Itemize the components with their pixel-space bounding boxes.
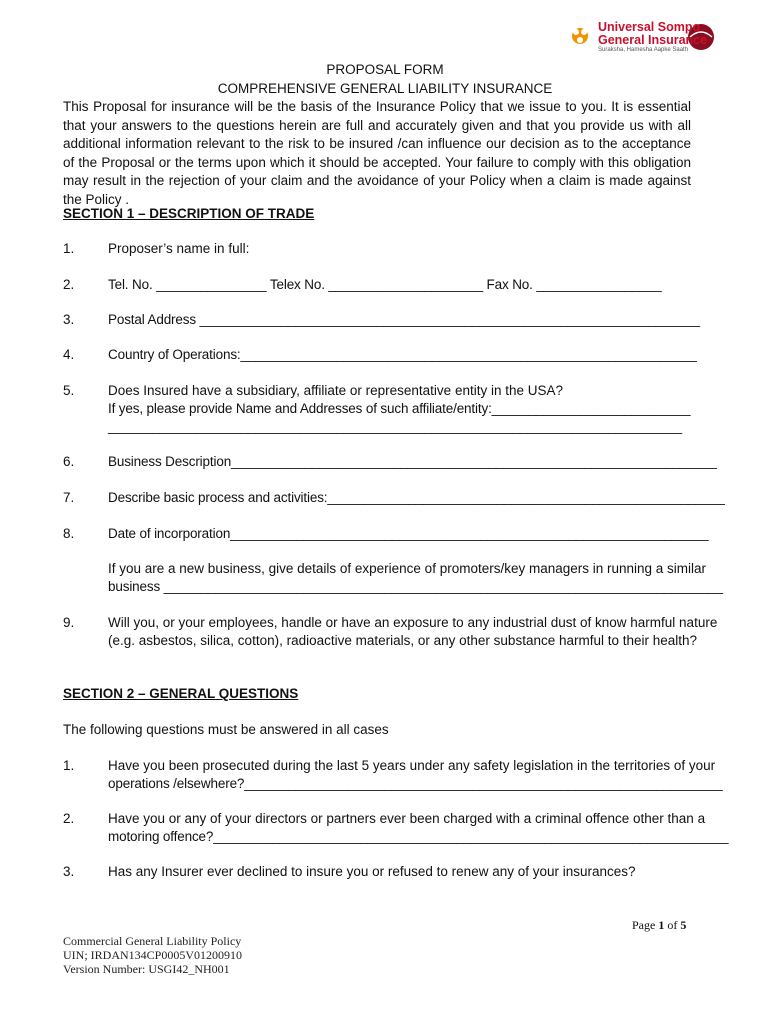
page-number (632, 918, 686, 933)
q8-line-2: If you are a new business, give details of experience of promoters/key managers in running a similar (108, 561, 707, 576)
q1-text: Proposer’s name in full: (108, 241, 250, 256)
footer-version: Version Number: USGI42_NH001 (63, 962, 230, 976)
section-2-heading: SECTION 2 – GENERAL QUESTIONS (63, 686, 299, 701)
logo-tagline: Suraksha, Hamesha Aapke Saath (598, 47, 689, 53)
s2-q3-text: Has any Insurer ever declined to insure you or refused to renew any of your insurances? (108, 864, 636, 879)
q9-line-2: (e.g. asbestos, silica, cotton), radioactive materials, or any other substance harmful to their health? (108, 633, 698, 648)
q2-number: 2. (63, 277, 75, 292)
footer-policy-name: Commercial General Liability Policy (63, 934, 242, 948)
s2-q2-line-2: motoring offence?______________________________________________________________________ (108, 829, 729, 844)
section-1-heading: SECTION 1 – DESCRIPTION OF TRADE (63, 206, 315, 221)
q5-line-2: If yes, please provide Name and Addresses of such affiliate/entity:___________________________ (108, 401, 691, 416)
company-logo (568, 20, 718, 58)
s2-q2-text: Have you or any of your directors or partners ever been charged with a criminal offence other than a (108, 811, 706, 826)
page-of: of (664, 918, 681, 932)
q4-number: 4. (63, 347, 75, 362)
q7-text: Describe basic process and activities:______________________________________________________ (108, 490, 725, 505)
q9-text: Will you, or your employees, handle or have an exposure to any industrial dust of know harmful nature (108, 615, 718, 630)
q9-number: 9. (63, 615, 75, 630)
q4-text: Country of Operations:______________________________________________________________ (108, 347, 697, 362)
logo-line-2: General Insurance (598, 33, 708, 47)
q3-text: Postal Address ____________________________________________________________________ (108, 312, 700, 327)
q7-number: 7. (63, 490, 75, 505)
q6-number: 6. (63, 454, 75, 469)
logo-emblem-icon (568, 22, 598, 52)
s2-q2-number: 2. (63, 811, 75, 826)
q8-number: 8. (63, 526, 75, 541)
q3-number: 3. (63, 312, 75, 327)
q5-number: 5. (63, 383, 75, 398)
q1-number: 1. (63, 241, 75, 256)
page-total: 5 (680, 918, 687, 932)
page-prefix: Page (632, 918, 659, 932)
q8-text: Date of incorporation_________________________________________________________________ (108, 526, 709, 541)
q2-text: Tel. No. _______________ Telex No. _____________________ Fax No. _________________ (108, 277, 662, 292)
s2-q3-number: 3. (63, 864, 75, 879)
footer-uin: UIN; IRDAN134CP0005V01200910 (63, 948, 243, 962)
form-subtitle: COMPREHENSIVE GENERAL LIABILITY INSURANCE (217, 81, 553, 96)
page-current: 1 (658, 918, 665, 932)
section-2-instructions: The following questions must be answered in all cases (63, 722, 389, 737)
q5-text: Does Insured have a subsidiary, affiliate or representative entity in the USA? (108, 383, 563, 398)
form-title: PROPOSAL FORM (326, 62, 444, 77)
s2-q1-line-2: operations /elsewhere?_________________________________________________________________ (108, 776, 723, 791)
s2-q1-text: Have you been prosecuted during the last 5 years under any safety legislation in the territories of your (108, 758, 716, 773)
q8-line-3: business ____________________________________________________________________________ (108, 579, 723, 594)
s2-q1-number: 1. (63, 758, 75, 773)
logo-line-1: Universal Sompo (598, 20, 701, 34)
q5-line-3: ______________________________________________________________________________ (108, 419, 682, 434)
intro-paragraph: This Proposal for insurance will be the basis of the Insurance Policy that we issue to you. It is essential that your answers to the questions herein are full and accurately given and that you provide us with all additional information relevant to the risk to be insured /can influence our decision as to the acceptance of the Proposal or the terms upon which it should be accepted. Your failure to comply with this obligation may result in the rejection of your claim and the avoidance of your Policy when a claim is made against the Policy . (63, 99, 691, 207)
q6-text: Business Description__________________________________________________________________ (108, 454, 717, 469)
